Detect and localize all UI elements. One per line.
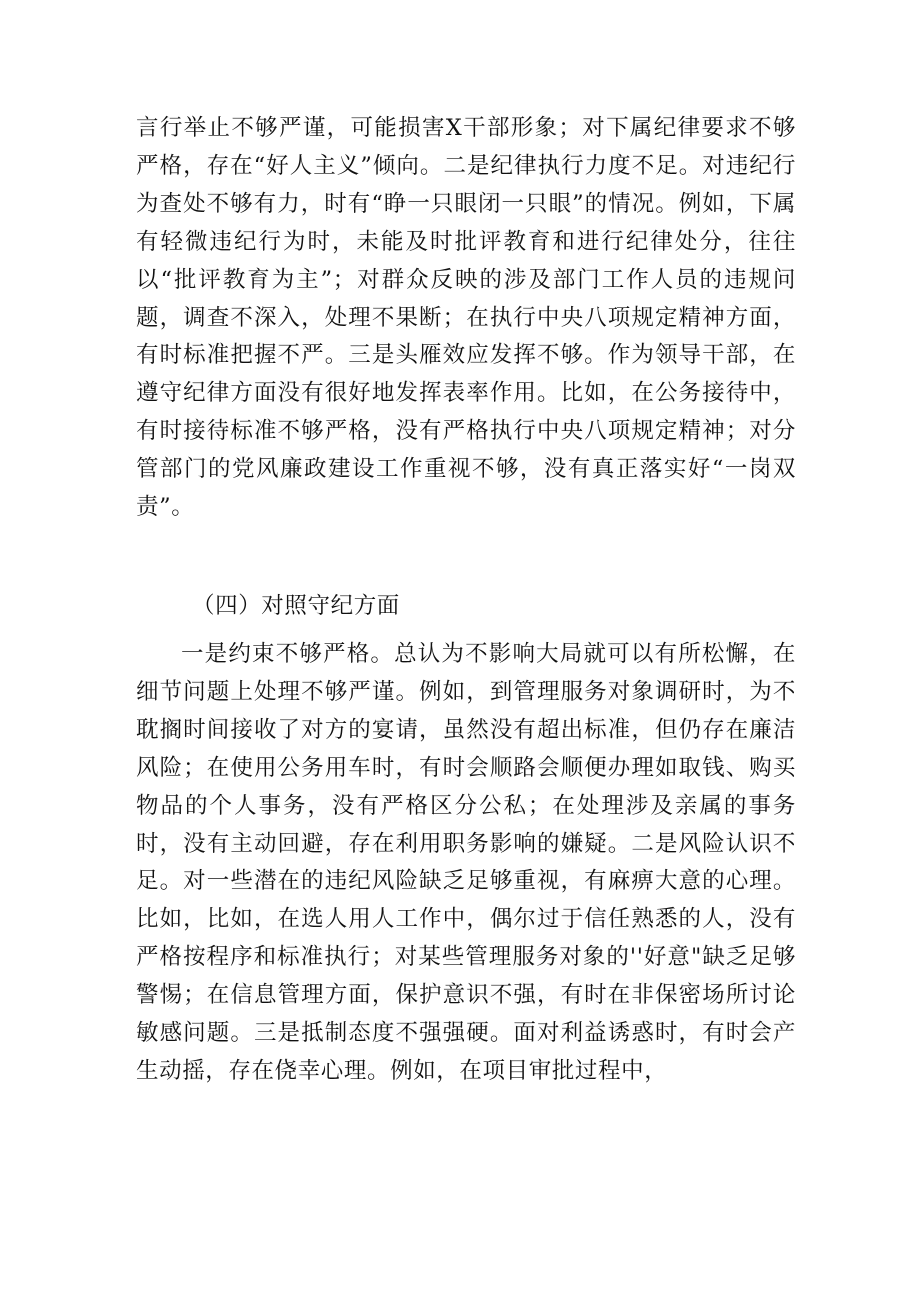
section-heading: （四）对照守纪方面 [192,593,400,619]
paragraph-continuation: 言行举止不够严谨，可能损害X干部形象；对下属纪律要求不够严格，存在“好人主义”倾向。二是纪律执行力度不足。对违纪行为查处不够有力，时有“睁一只眼闭一只眼”的情况。例如，下属有轻微违纪行为时，未能及时批评教育和进行纪律处分，往往以“批评教育为主”；对群众反映的涉及部门工作人员的违规问题，调查不深入，处理不果断；在执行中央八项规定精神方面，有时标准把握不严。三是头雁效应发挥不够。作为领导干部，在遵守纪律方面没有很好地发挥表率作用。比如，在公务接待中，有时接待标准不够严格，没有严格执行中央八项规定精神；对分管部门的党风廉政建设工作重视不够，没有真正落实好“一岗双责”。 [136,115,796,521]
paragraph-section-four: 一是约束不够严格。总认为不影响大局就可以有所松懈，在细节问题上处理不够严谨。例如，到管理服务对象调研时，为不耽搁时间接收了对方的宴请，虽然没有超出标准，但仍存在廉洁风险；在使用公务用车时，有时会顺路会顺便办理如取钱、购买物品的个人事务，没有严格区分公私；在处理涉及亲属的事务时，没有主动回避，存在利用职务影响的嫌疑。二是风险认识不足。对一些潜在的违纪风险缺乏足够重视，有麻痹大意的心理。比如，比如，在选人用人工作中，偶尔过于信任熟悉的人，没有严格按程序和标准执行；对某些管理服务对象的''好意"缺乏足够警惕；在信息管理方面，保护意识不强，有时在非保密场所讨论敏感问题。三是抵制态度不强强硬。面对利益诱惑时，有时会产生动摇，存在侥幸心理。例如，在项目审批过程中， [136,641,796,1084]
